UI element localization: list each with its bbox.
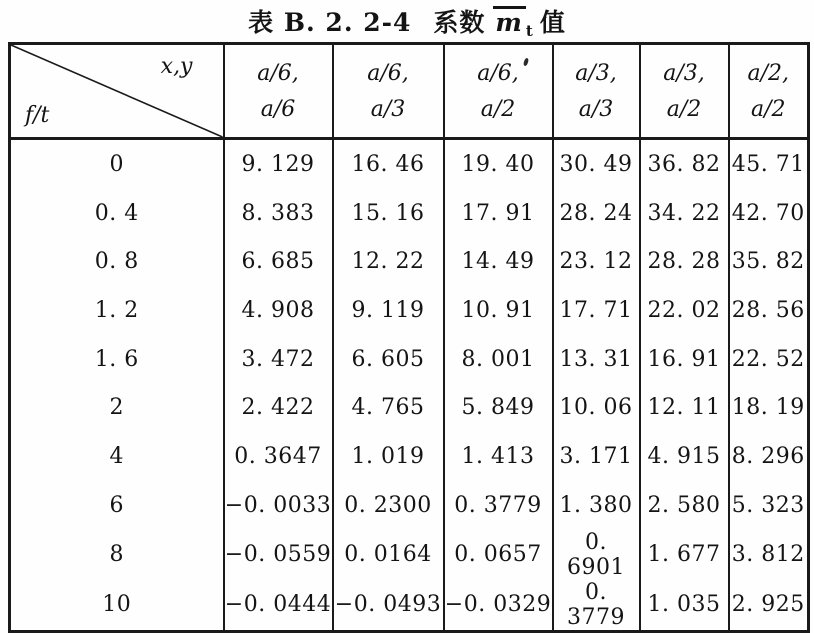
cell: 1. 677 [640, 530, 729, 580]
col-header-line1: a/3, [575, 61, 617, 86]
cell: −0. 0329 [444, 580, 553, 632]
cell: 15. 16 [333, 189, 444, 238]
table-row [10, 383, 809, 432]
table-row [10, 530, 809, 580]
cell: 14. 49 [444, 237, 553, 286]
cell: 2. 925 [729, 580, 809, 632]
cell: 8. 001 [444, 335, 553, 384]
row-header: 8 [109, 542, 124, 567]
coefficient-label: 系数 [433, 9, 486, 37]
row-header: 0 [109, 151, 124, 177]
cell: 18. 19 [729, 383, 809, 432]
table-row [10, 139, 809, 189]
cell: 19. 40 [444, 139, 553, 189]
cell: 34. 22 [640, 189, 729, 238]
corner-label-ft: f/t [25, 103, 50, 128]
cell: 8. 296 [729, 432, 809, 481]
col-header-line1: a/3, [663, 61, 705, 86]
table-row [10, 580, 809, 632]
col-header [729, 44, 809, 139]
cell: 28. 28 [640, 237, 729, 286]
row-header: 10 [102, 592, 132, 617]
cell: 42. 70 [729, 189, 809, 238]
col-header-line2: a/2 [480, 97, 516, 122]
cell: 35. 82 [729, 237, 809, 286]
cell: 0. 3779 [553, 580, 640, 632]
cell: 0. 6901 [553, 530, 640, 580]
cell: 17. 71 [553, 286, 640, 335]
col-header-line1: a/6, [257, 61, 299, 86]
row-header: 1. 2 [94, 297, 139, 323]
cell: 6. 605 [333, 335, 444, 384]
cell: 10. 91 [444, 286, 553, 335]
table-row [10, 286, 809, 335]
cell: 9. 129 [224, 139, 333, 189]
cell: 1. 035 [640, 580, 729, 632]
cell: −0. 0493 [333, 580, 444, 632]
cell: 10. 06 [553, 383, 640, 432]
table-row [10, 481, 809, 530]
row-header: 6 [109, 492, 124, 518]
cell: 3. 472 [224, 335, 333, 384]
cell: 17. 91 [444, 189, 553, 238]
cell: 8. 383 [224, 189, 333, 238]
cell: 16. 91 [640, 335, 729, 384]
header-row [10, 44, 809, 139]
cell: 3. 171 [553, 432, 640, 481]
cell: 5. 849 [444, 383, 553, 432]
coefficient-symbol-overline: m [493, 6, 525, 35]
col-header-line2: a/3 [578, 97, 614, 122]
table-title-number: B. 2. 2-4 [283, 8, 412, 37]
cell: 22. 52 [729, 335, 809, 384]
col-header [444, 44, 553, 139]
table-row [10, 237, 809, 286]
cell: −0. 0559 [224, 530, 333, 580]
cell: 28. 24 [553, 189, 640, 238]
col-header-line2: a/3 [370, 97, 406, 122]
cell: 1. 380 [553, 481, 640, 530]
cell: 13. 31 [553, 335, 640, 384]
table-title-label: 表 [248, 9, 275, 37]
cell: 28. 56 [729, 286, 809, 335]
cell: 4. 915 [640, 432, 729, 481]
cell: 2. 580 [640, 481, 729, 530]
cell: 4. 908 [224, 286, 333, 335]
cell: 5. 323 [729, 481, 809, 530]
col-header-line2: a/2 [750, 97, 786, 122]
cell: 1. 413 [444, 432, 553, 481]
col-header [224, 44, 333, 139]
cell: 9. 119 [333, 286, 444, 335]
cell: 12. 11 [640, 383, 729, 432]
cell: 12. 22 [333, 237, 444, 286]
cell: 4. 765 [333, 383, 444, 432]
coefficient-table [8, 42, 810, 633]
cell: 0. 0657 [444, 530, 553, 580]
col-header [553, 44, 640, 139]
cell: 0. 2300 [333, 481, 444, 530]
coefficient-symbol-subscript: t [525, 22, 534, 40]
table-row [10, 432, 809, 481]
cell: −0. 0444 [224, 580, 333, 632]
cell: 45. 71 [729, 139, 809, 189]
table-title-suffix: 值 [539, 9, 566, 37]
col-header [333, 44, 444, 139]
col-header-line2: a/2 [666, 97, 702, 122]
table-row [10, 335, 809, 384]
cell: 2. 422 [224, 383, 333, 432]
cell: 3. 812 [729, 530, 809, 580]
cell: 0. 3779 [444, 481, 553, 530]
row-header: 4 [109, 443, 124, 469]
cell: 23. 12 [553, 237, 640, 286]
row-header: 2 [109, 395, 124, 421]
col-header-line2: a/6 [260, 97, 296, 122]
cell: 6. 685 [224, 237, 333, 286]
col-header [640, 44, 729, 139]
cell: 1. 019 [333, 432, 444, 481]
table-title [0, 3, 814, 40]
cell: 30. 49 [553, 139, 640, 189]
col-header-line1: a/2, [747, 61, 790, 86]
col-header-line1: a/6, [367, 61, 409, 86]
corner-cell [10, 44, 224, 139]
corner-label-xy: x,y [160, 54, 193, 79]
cell: 16. 46 [333, 139, 444, 189]
row-header: 0. 4 [94, 200, 139, 226]
cell: −0. 0033 [224, 481, 333, 530]
cell: 22. 02 [640, 286, 729, 335]
row-header: 0. 8 [94, 249, 139, 275]
cell: 36. 82 [640, 139, 729, 189]
row-header: 1. 6 [94, 346, 139, 372]
cell: 0. 0164 [333, 530, 444, 580]
col-header-line1: a/6, [477, 61, 519, 86]
cell: 0. 3647 [224, 432, 333, 481]
table-row [10, 189, 809, 238]
